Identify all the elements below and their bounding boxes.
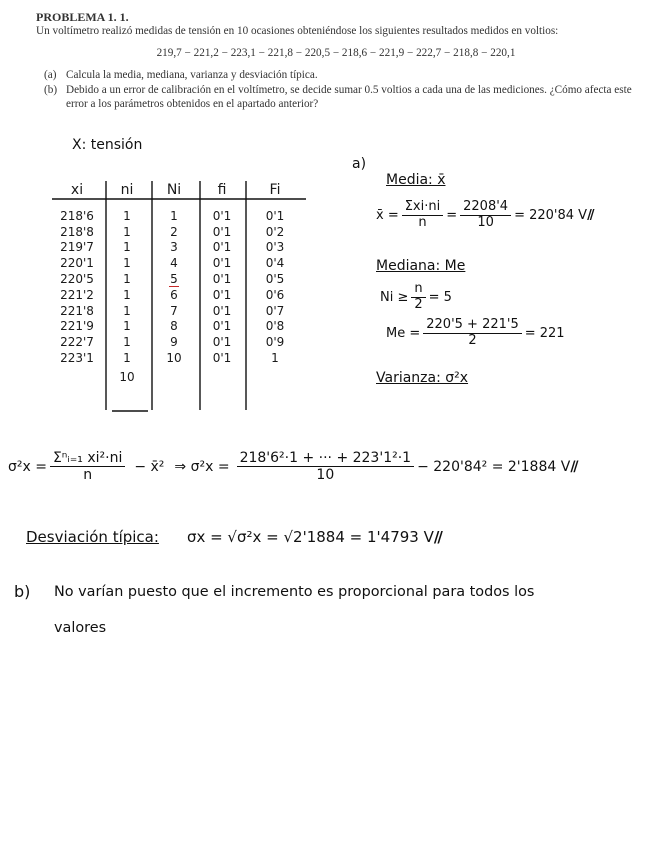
cell-Ni: 2: [170, 224, 178, 239]
media-heading: Media: x̄: [386, 172, 446, 188]
question-a-label: (a): [44, 69, 57, 81]
me-frac-den: 2: [468, 332, 477, 348]
mediana-heading: Mediana: Me: [376, 258, 466, 274]
cell-Fi: 0'9: [265, 335, 285, 350]
cell-xi: 218'6: [60, 208, 94, 223]
var-frac2-den: 10: [316, 467, 335, 484]
cell-Fi: 0'4: [265, 256, 285, 271]
result-mark: //: [587, 207, 593, 223]
desviacion-block: [26, 528, 441, 546]
mediana-cond-lhs: Ni ≥: [380, 289, 409, 305]
varianza-heading: Varianza: σ²x: [376, 370, 469, 386]
cell-Ni: 9: [170, 335, 178, 350]
var-fraction-1: [50, 450, 125, 483]
var-frac1-num: Σⁿᵢ₌₁ xi²·ni: [50, 450, 125, 467]
cell-Fi: 0'7: [265, 303, 285, 318]
cell-xi: 220'5: [60, 272, 94, 287]
media-result: = 220'84 V: [514, 207, 588, 223]
me-fraction: [423, 318, 521, 349]
var-lhs: σ²x =: [8, 458, 47, 475]
header-fi: fi: [217, 182, 227, 198]
cell-Ni: 8: [170, 319, 178, 334]
cell-Fi: 0'2: [265, 224, 285, 239]
cell-Fi: 0'5: [265, 272, 285, 287]
cell-Ni: 3: [170, 240, 178, 255]
cell-fi: 0'1: [212, 303, 232, 318]
median-position-mark: 5: [170, 272, 178, 287]
cell-ni: 1: [123, 335, 131, 350]
cell-Ni: 10: [166, 351, 182, 366]
cell-Ni: 1: [170, 208, 178, 223]
cell-Fi: 0'3: [265, 240, 285, 255]
media-eq: =: [446, 207, 458, 223]
cell-xi: 221'8: [60, 303, 94, 318]
total-ni: 10: [119, 369, 135, 384]
variable-note: X: tensión: [72, 137, 143, 153]
cell-ni: 1: [123, 351, 131, 366]
cell-Fi: 0'8: [265, 319, 285, 334]
part-b-line-2: valores: [54, 620, 107, 636]
header-ni: ni: [120, 182, 134, 198]
mediana-cond-den: 2: [414, 296, 423, 312]
cell-xi: 219'7: [60, 240, 94, 255]
cell-Ni: 7: [170, 303, 178, 318]
cell-fi: 0'1: [212, 287, 232, 302]
media-frac2-num: 2208'4: [460, 200, 511, 216]
me-result: = 221: [524, 325, 565, 341]
cell-ni: 1: [123, 272, 131, 287]
cell-fi: 0'1: [212, 208, 232, 223]
media-formula: [376, 200, 593, 231]
var-tail: − 220'84² = 2'1884 V: [417, 458, 571, 475]
media-frac2-den: 10: [477, 214, 494, 230]
cell-ni: 1: [123, 208, 131, 223]
mediana-cond-rhs: = 5: [428, 289, 452, 305]
var-implies: ⇒ σ²x =: [174, 458, 230, 475]
problem-statement: Un voltímetro realizó medidas de tensión en 10 ocasiones obteniéndose los siguientes resultados medidos en voltios:: [36, 25, 559, 37]
cell-ni: 1: [123, 287, 131, 302]
part-b-label: b): [14, 582, 31, 601]
var-frac1-den: n: [83, 467, 93, 484]
cell-Ni: 4: [170, 256, 178, 271]
header-xi: xi: [70, 182, 84, 198]
cell-Ni: 6: [170, 287, 178, 302]
result-mark: //: [570, 458, 577, 475]
question-a-text: Calcula la media, mediana, varianza y desviación típica.: [66, 69, 318, 81]
mediana-cond-fraction: [411, 282, 425, 313]
desviacion-heading: Desviación típica:: [26, 528, 159, 546]
mediana-formula: [386, 318, 565, 349]
cell-fi: 0'1: [212, 224, 232, 239]
me-lhs: Me =: [386, 325, 421, 341]
cell-ni: 1: [123, 256, 131, 271]
var-fraction-2: [237, 450, 415, 483]
media-fraction-2: [460, 200, 511, 231]
cell-Fi: 1: [271, 351, 279, 366]
header-Fi: Fi: [269, 182, 281, 198]
header-Ni: Ni: [166, 182, 182, 198]
desviacion-expr: σx = √σ²x = √2'1884 = 1'4793 V: [186, 528, 434, 546]
media-frac1-num: Σxi·ni: [402, 200, 444, 216]
media-lhs: x̄ =: [376, 207, 399, 223]
question-b-label: (b): [44, 84, 58, 96]
var-frac2-num: 218'6²·1 + ··· + 223'1²·1: [237, 450, 415, 467]
mediana-condition: [380, 282, 452, 313]
cell-xi: 221'9: [60, 319, 94, 334]
problem-title: PROBLEMA 1. 1.: [36, 10, 129, 24]
mediana-cond-num: n: [411, 282, 425, 298]
media-frac1-den: n: [418, 214, 427, 230]
cell-xi: 223'1: [60, 351, 94, 366]
cell-xi: 220'1: [60, 256, 94, 271]
cell-xi: 222'7: [60, 335, 94, 350]
cell-fi: 0'1: [212, 272, 232, 287]
measurement-values: 219,7 − 221,2 − 223,1 − 221,8 − 220,5 − 218,6 − 221,9 − 222,7 − 218,8 − 220,1: [156, 47, 516, 59]
cell-Fi: 0'6: [265, 287, 285, 302]
result-mark: //: [433, 528, 441, 546]
cell-Fi: 0'1: [265, 208, 285, 223]
cell-xi: 221'2: [60, 287, 94, 302]
cell-fi: 0'1: [212, 335, 232, 350]
cell-fi: 0'1: [212, 319, 232, 334]
part-b-line-1: No varían puesto que el incremento es proporcional para todos los: [54, 584, 535, 600]
cell-fi: 0'1: [212, 351, 232, 366]
media-fraction-1: [402, 200, 444, 231]
me-frac-num: 220'5 + 221'5: [423, 318, 521, 334]
cell-ni: 1: [123, 303, 131, 318]
part-a-label: a): [352, 156, 367, 172]
varianza-formula: [8, 450, 577, 483]
var-minus: − x̄²: [134, 458, 165, 475]
question-b-text: Debido a un error de calibración en el voltímetro, se decide sumar 0.5 voltios a cada una de las mediciones. ¿Cómo afecta este error a los parámetros obtenidos en el apartado anterior?: [66, 84, 632, 110]
cell-ni: 1: [123, 224, 131, 239]
cell-ni: 1: [123, 319, 131, 334]
cell-xi: 218'8: [60, 224, 94, 239]
cell-fi: 0'1: [212, 256, 232, 271]
cell-ni: 1: [123, 240, 131, 255]
cell-fi: 0'1: [212, 240, 232, 255]
